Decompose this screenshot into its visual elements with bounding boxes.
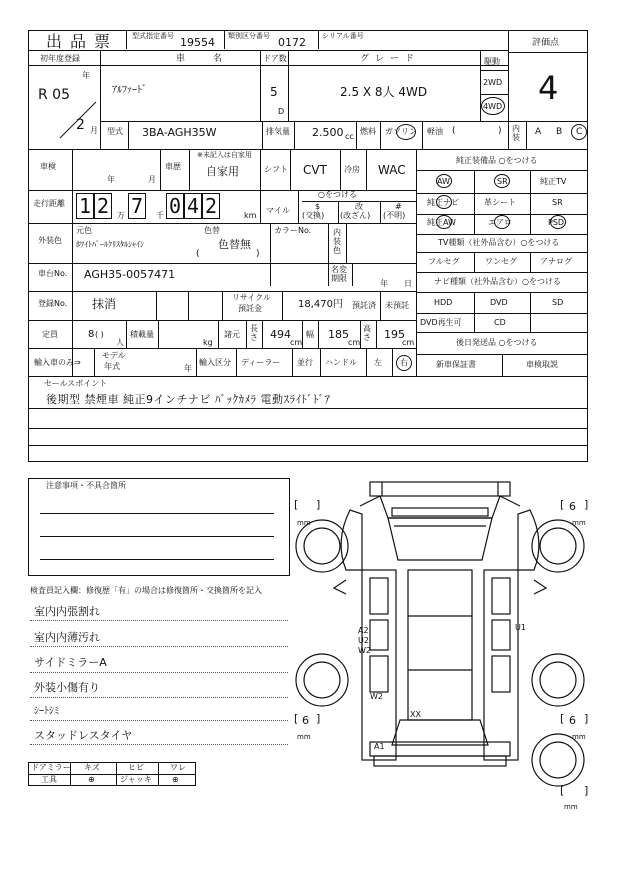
- navi-cd: CD: [494, 318, 506, 327]
- mileage-opt3-b: (不明): [383, 211, 406, 220]
- tire-fr-six: 6: [569, 500, 576, 513]
- tire-rr-close: ]: [584, 712, 589, 725]
- mileage-digit-6: 2: [205, 194, 218, 218]
- fuel-gasoline-circle: [396, 124, 416, 140]
- import-dealer: ディーラー: [241, 358, 281, 367]
- note-line-4: 外装小傷有り: [34, 681, 100, 694]
- navi-header: ナビ種類（社外品含む）○をつける: [434, 277, 561, 286]
- mark-a1: A1: [374, 742, 385, 751]
- height-label: 高さ: [363, 324, 371, 342]
- tv-header: TV種類（社外品含む）○をつける: [438, 238, 560, 247]
- mileage-opt3-a: #: [395, 202, 402, 211]
- mark-w2-roof: W2: [358, 646, 371, 655]
- docs-header: 後日発送品 ○をつける: [456, 338, 538, 347]
- iro-paren-open: (: [196, 249, 200, 259]
- equip-r3-c: PSD: [548, 218, 565, 227]
- mileage-circle-note: ○をつける: [318, 190, 357, 199]
- notes-box: [28, 478, 290, 576]
- first-reg-month: 2: [76, 117, 85, 133]
- mileage-digit-4: 0: [169, 194, 182, 218]
- class-number-label: 類別区分番号: [228, 32, 270, 40]
- equip-r1-a-circle: [436, 174, 452, 188]
- import-class-label: 輸入区分: [199, 358, 231, 367]
- note-line-3: サイドミラーA: [34, 656, 107, 669]
- first-reg-label: 初年度登録: [40, 54, 80, 63]
- iro-paren-close: ): [256, 249, 260, 259]
- fuel-paren-close: ): [498, 126, 502, 136]
- drive-4wd: 4WD: [483, 102, 503, 111]
- door-label: ドア数: [263, 54, 287, 63]
- tire-spare-close: ]: [584, 784, 589, 797]
- mileage-unit: km: [244, 211, 257, 220]
- handle-label: ハンドル: [325, 358, 357, 367]
- width-label: 幅: [306, 330, 314, 339]
- type-number-label: 型式指定番号: [132, 32, 174, 40]
- equip-r1-b-circle: [494, 174, 510, 188]
- import-parallel: 並行: [297, 358, 313, 367]
- equip-r1-c: 純正TV: [540, 177, 567, 186]
- mileage-digit-3: 7: [131, 194, 144, 218]
- legend-tools-mark: ⊕: [88, 775, 95, 784]
- mark-w2-side: W2: [370, 692, 383, 701]
- docs-manual: 車検取説: [526, 360, 558, 369]
- fuel-diesel: 軽油: [427, 127, 443, 136]
- drive-4wd-circle: [481, 97, 505, 115]
- car-type-note: ※未記入は自家用: [197, 151, 252, 159]
- navi-dvd-play: DVD再生可: [420, 318, 462, 327]
- recycle-not-deposited: 未預託: [385, 301, 409, 310]
- fuel-label: 燃料: [360, 127, 376, 136]
- equip-r2-a-circle: [436, 195, 452, 209]
- tv-fullseg: フルセグ: [428, 257, 460, 266]
- load-label: 積載量: [130, 330, 154, 339]
- sales-label: セールスポイント: [44, 379, 108, 388]
- shaken-label: 車検: [40, 162, 56, 171]
- legend-jack-mark: ⊕: [172, 775, 179, 784]
- shaken-month-unit: 月: [148, 175, 156, 184]
- load-unit: kg: [203, 338, 213, 347]
- type-number-value: 19554: [180, 36, 215, 49]
- car-type-label: 車歴: [165, 162, 181, 171]
- equip-r3-a: 純正AW: [427, 218, 456, 227]
- note-line-5: ｼｰﾄｼﾐ: [34, 706, 59, 717]
- tire-spare-open: [: [560, 784, 565, 797]
- equip-r2-a: 純正ナビ: [427, 198, 459, 207]
- tire-fr-open: [: [560, 498, 565, 511]
- interior-color-label: 内装色: [333, 228, 341, 255]
- legend-ware: ワレ: [170, 763, 186, 772]
- form-title: 出品票: [46, 32, 119, 51]
- name-change-label: 名変期限: [331, 265, 347, 283]
- tire-rr-open: [: [560, 712, 565, 725]
- dimensions-label: 諸元: [224, 330, 240, 339]
- tire-rl-close: ]: [316, 712, 321, 725]
- tire-rl-open: [: [294, 712, 299, 725]
- car-name-value: ｱﾙﾌｧｰﾄﾞ: [112, 85, 147, 96]
- color-no-label: カラーNo.: [274, 226, 312, 235]
- interior-label: 内装: [512, 124, 520, 142]
- class-number-value: 0172: [278, 36, 306, 49]
- legend-hibi: ヒビ: [128, 763, 144, 772]
- equip-r1-a: AW: [437, 177, 450, 186]
- mileage-label: 走行距離: [33, 199, 65, 208]
- grade-value: 2.5 X 8人 4WD: [340, 85, 428, 99]
- width-value: 185: [328, 328, 349, 341]
- tire-rl-six: 6: [302, 714, 309, 727]
- month-unit: 月: [90, 126, 98, 135]
- mileage-opt2-a: 改: [355, 202, 363, 211]
- mileage-digit-1: 1: [79, 194, 92, 218]
- tv-analog: アナログ: [540, 257, 572, 266]
- tire-spare-mm: mm: [564, 803, 578, 811]
- docs-warranty: 新車保証書: [436, 360, 476, 369]
- door-suffix: D: [278, 107, 285, 116]
- legend-door-mirror: ドアミラー: [31, 763, 71, 772]
- score-value: 4: [538, 69, 559, 107]
- tire-rr-six: 6: [569, 714, 576, 727]
- width-cm: cm: [348, 338, 361, 347]
- ac-label: 冷房: [344, 165, 360, 174]
- note-line-1: 室内内張割れ: [34, 605, 100, 618]
- car-name-label: 車名: [176, 54, 251, 64]
- equip-r3-b-circle: [494, 215, 510, 229]
- inspector-label: 検査員記入欄：修復歴「有」の場合は修復箇所・交換箇所を記入: [30, 586, 262, 595]
- equip-r1-b: SR: [497, 177, 508, 186]
- interior-c: C: [576, 127, 583, 137]
- navi-sd: SD: [552, 298, 564, 307]
- tire-fr-close: ]: [584, 498, 589, 511]
- shift-value: CVT: [303, 163, 327, 177]
- import-label: 輸入車のみ⇒: [34, 358, 81, 367]
- iro-label: 色替: [204, 226, 220, 235]
- mileage-man: 万: [117, 211, 125, 220]
- note-line-2: 室内内薄汚れ: [34, 631, 100, 644]
- model-value: 3BA-AGH35W: [142, 126, 217, 139]
- iro-value: 色替無: [218, 238, 251, 251]
- chassis-value: AGH35-0057471: [84, 268, 176, 281]
- length-value: 494: [270, 328, 291, 341]
- mileage-digit-5: 4: [187, 194, 200, 218]
- navi-hdd: HDD: [434, 298, 453, 307]
- capacity-paren: ( ): [95, 330, 104, 339]
- height-cm: cm: [402, 338, 415, 347]
- grade-label: グレード: [360, 54, 421, 64]
- mark-xx: XX: [410, 710, 421, 719]
- score-label: 評価点: [532, 38, 560, 48]
- model-year-unit: 年: [184, 364, 192, 373]
- tire-fl-close: ]: [316, 498, 321, 511]
- equipment-header: 純正装備品 ○をつける: [456, 156, 538, 165]
- tire-rl-mm: mm: [297, 733, 311, 741]
- shift-label: シフト: [264, 165, 288, 174]
- tire-fl-mm: mm: [297, 519, 311, 527]
- tire-rr-mm: mm: [572, 733, 586, 741]
- recycle-deposited: 預託済: [352, 301, 376, 310]
- tv-oneseg: ワンセグ: [485, 257, 517, 266]
- registration-value: 抹消: [92, 297, 117, 311]
- mileage-mile: マイル: [266, 206, 290, 215]
- notes-label: 注意事項・不具合箇所: [46, 481, 126, 490]
- mileage-opt1-b: (交換): [302, 211, 325, 220]
- mark-u1: U1: [515, 623, 526, 632]
- registration-label: 登録No.: [38, 299, 68, 308]
- drive-2wd: 2WD: [483, 78, 503, 87]
- handle-left: 左: [374, 358, 382, 367]
- serial-number-label: シリアル番号: [322, 32, 364, 40]
- capacity-value: 8: [88, 329, 95, 340]
- fuel-paren-open: (: [452, 126, 456, 136]
- tire-fl-open: [: [294, 498, 299, 511]
- handle-right: 右: [400, 358, 408, 367]
- mileage-digit-2: 2: [97, 194, 110, 218]
- equip-r2-c: SR: [552, 198, 563, 207]
- displacement-unit: cc: [345, 132, 354, 141]
- capacity-unit: 人: [116, 338, 124, 347]
- shaken-year-unit: 年: [107, 175, 115, 184]
- genshoku-value: ﾎﾜｲﾄﾊﾟｰﾙｸﾘｽﾀﾙｼｬｲﾝ: [76, 240, 144, 249]
- recycle-label-b: 預託金: [238, 304, 262, 313]
- name-change-day: 日: [404, 279, 412, 288]
- legend-kizu: キズ: [84, 763, 100, 772]
- handle-right-circle: [396, 355, 412, 371]
- length-cm: cm: [290, 338, 303, 347]
- sales-text: 後期型 禁煙車 純正9インチナビ ﾊﾞｯｸｶﾒﾗ 電動ｽﾗｲﾄﾞﾄﾞｱ: [46, 393, 331, 406]
- recycle-label-a: リサイクル: [232, 293, 271, 302]
- interior-a: A: [535, 127, 542, 137]
- color-label: 外装色: [38, 236, 62, 245]
- mileage-sen: 千: [156, 211, 164, 220]
- year-unit: 年: [82, 71, 90, 80]
- legend-tools: 工具: [41, 775, 57, 784]
- equip-r2-b: 革シート: [484, 198, 516, 207]
- navi-dvd: DVD: [490, 298, 508, 307]
- mark-a2: A2: [358, 626, 369, 635]
- first-reg-year: R 05: [38, 87, 70, 103]
- car-diagram: [290, 470, 600, 800]
- car-type-value: 自家用: [206, 165, 239, 178]
- note-line-6: スタッドレスタイヤ: [34, 729, 133, 742]
- model-label: 型式: [107, 127, 123, 136]
- displacement-value: 2.500: [312, 126, 344, 139]
- length-label: 長さ: [250, 324, 258, 342]
- door-value: 5: [270, 85, 278, 99]
- chassis-label: 車台No.: [38, 269, 68, 278]
- mileage-opt2-b: (改ざん): [340, 211, 371, 220]
- drive-label: 駆動: [484, 57, 500, 66]
- displacement-label: 排気量: [266, 127, 290, 136]
- height-value: 195: [384, 328, 405, 341]
- genshoku-label: 元色: [76, 226, 92, 235]
- name-change-year: 年: [380, 279, 388, 288]
- recycle-value: 18,470円: [298, 299, 343, 310]
- ac-value: WAC: [378, 163, 406, 177]
- interior-b: B: [556, 127, 563, 137]
- interior-c-circle: [571, 124, 587, 140]
- fuel-gasoline: ガソリン: [385, 127, 417, 136]
- tire-fr-mm: mm: [572, 519, 586, 527]
- mark-u2: U2: [358, 636, 369, 645]
- model-year-b: 年式: [104, 362, 120, 371]
- legend-jack: ジャッキ: [120, 775, 152, 784]
- equip-r3-b: エアロ: [488, 218, 512, 227]
- model-year-a: モデル: [102, 351, 126, 360]
- mileage-opt1-a: $: [315, 202, 321, 211]
- equip-r3-c-circle: [550, 215, 566, 229]
- capacity-label: 定員: [42, 330, 58, 339]
- equip-r3-a-circle: [436, 215, 452, 229]
